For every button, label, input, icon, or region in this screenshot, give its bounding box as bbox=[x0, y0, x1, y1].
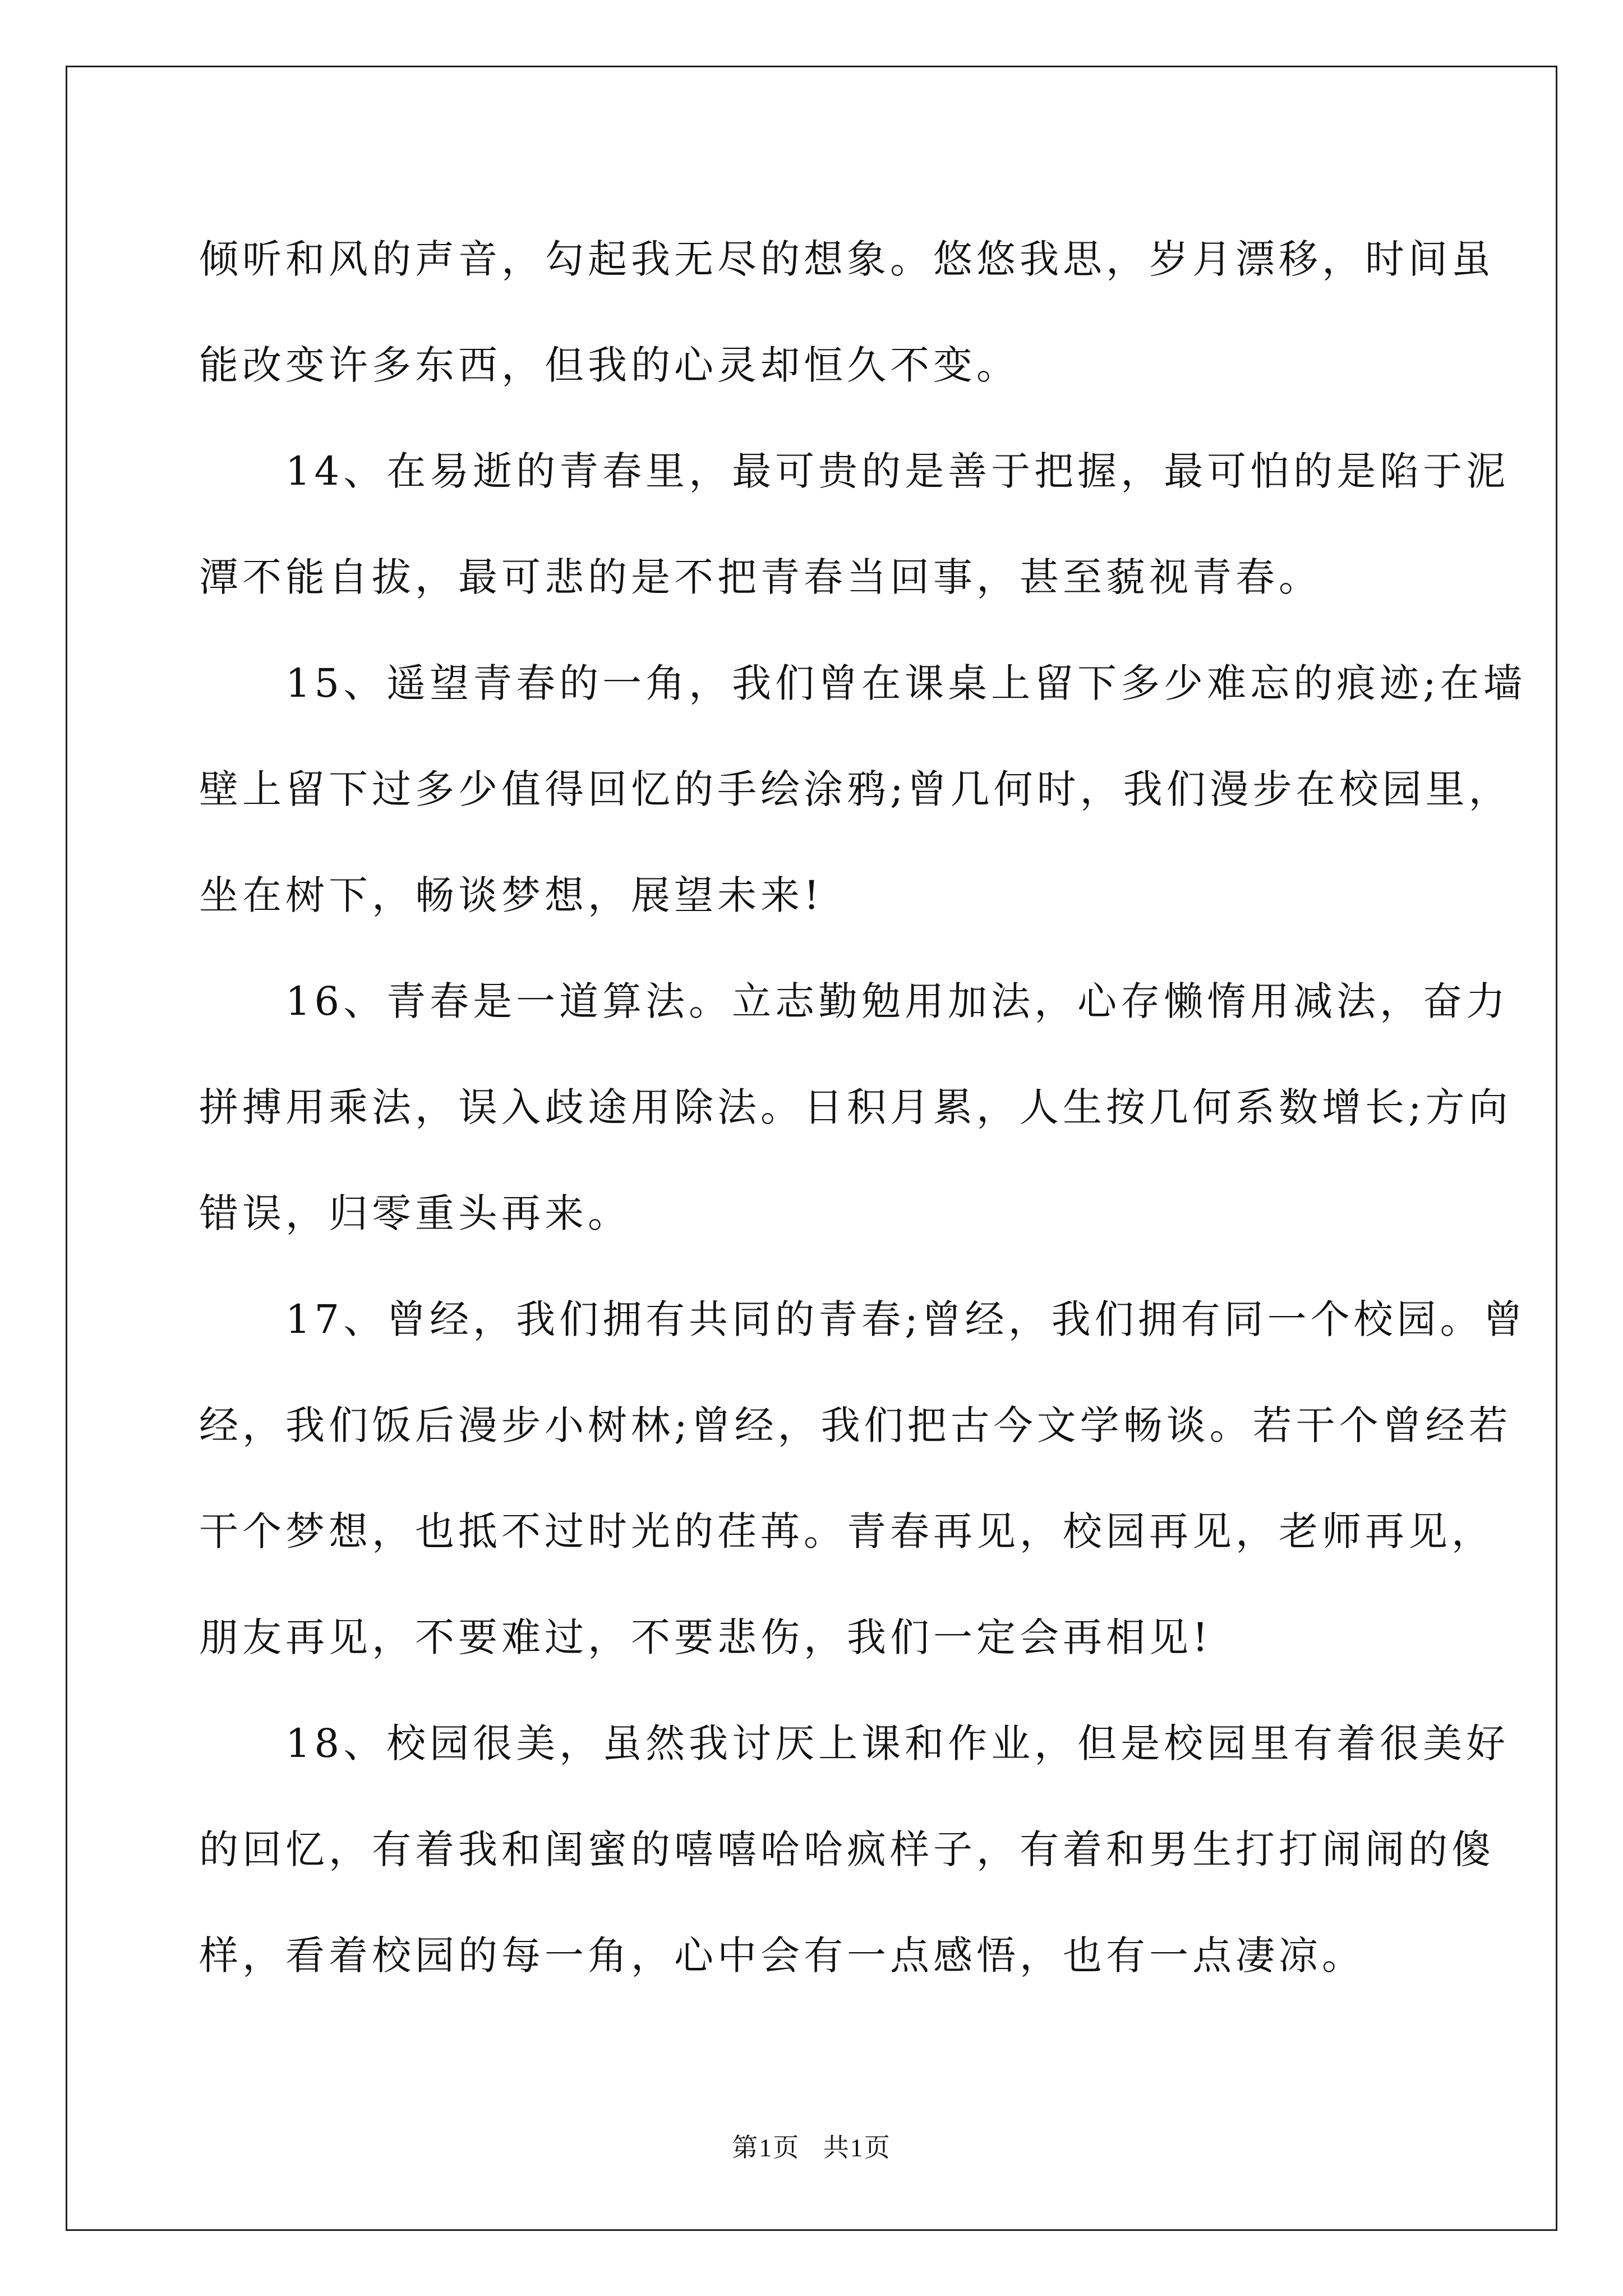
paragraph-18 bbox=[199, 1691, 1510, 2009]
page-total: 共1页 bbox=[823, 2133, 891, 2162]
text-line: 经，我们饭后漫步小树林;曾经，我们把古今文学畅谈。若干个曾经若 bbox=[199, 1402, 1512, 1448]
text-line: 朋友再见，不要难过，不要悲伤，我们一定会再相见! bbox=[199, 1614, 1212, 1660]
text-line: 倾听和风的声音，勾起我无尽的想象。悠悠我思，岁月漂移，时间虽 bbox=[199, 236, 1495, 282]
paragraph-17 bbox=[199, 1267, 1527, 1691]
text-line: 壁上留下过多少值得回忆的手绘涂鸦;曾几何时，我们漫步在校园里， bbox=[199, 766, 1512, 812]
text-line: 能改变许多东西，但我的心灵却恒久不变。 bbox=[199, 342, 1020, 388]
text-line: 15、遥望青春的一角，我们曾在课桌上留下多少难忘的痕迹;在墙 bbox=[285, 660, 1527, 706]
text-line: 16、青春是一道算法。立志勤勉用加法，心存懒惰用减法，奋力 bbox=[285, 978, 1510, 1024]
text-line: 拼搏用乘法，误入歧途用除法。日积月累，人生按几何系数增长;方向 bbox=[199, 1084, 1512, 1130]
text-line: 潭不能自拔，最可悲的是不把青春当回事，甚至藐视青春。 bbox=[199, 554, 1322, 600]
paragraph-15 bbox=[199, 631, 1527, 949]
paragraph-14 bbox=[199, 418, 1510, 631]
text-line: 坐在树下，畅谈梦想，展望未来! bbox=[199, 872, 824, 918]
page-number: 第1页 bbox=[732, 2133, 800, 2162]
text-line: 17、曾经，我们拥有共同的青春;曾经，我们拥有同一个校园。曾 bbox=[285, 1296, 1527, 1342]
text-line: 错误，归零重头再来。 bbox=[199, 1190, 631, 1236]
document-body bbox=[199, 206, 1527, 2009]
text-line: 干个梦想，也抵不过时光的荏苒。青春再见，校园再见，老师再见， bbox=[199, 1508, 1495, 1554]
text-line: 的回忆，有着我和闺蜜的嘻嘻哈哈疯样子，有着和男生打打闹闹的傻 bbox=[199, 1826, 1495, 1872]
text-line: 样，看着校园的每一角，心中会有一点感悟，也有一点凄凉。 bbox=[199, 1932, 1365, 1978]
paragraph-13-continued bbox=[199, 206, 1495, 418]
page-footer bbox=[0, 2127, 1623, 2164]
paragraph-16 bbox=[199, 949, 1512, 1267]
text-line: 18、校园很美，虽然我讨厌上课和作业，但是校园里有着很美好 bbox=[285, 1720, 1510, 1766]
text-line: 14、在易逝的青春里，最可贵的是善于把握，最可怕的是陷于泥 bbox=[285, 448, 1510, 494]
